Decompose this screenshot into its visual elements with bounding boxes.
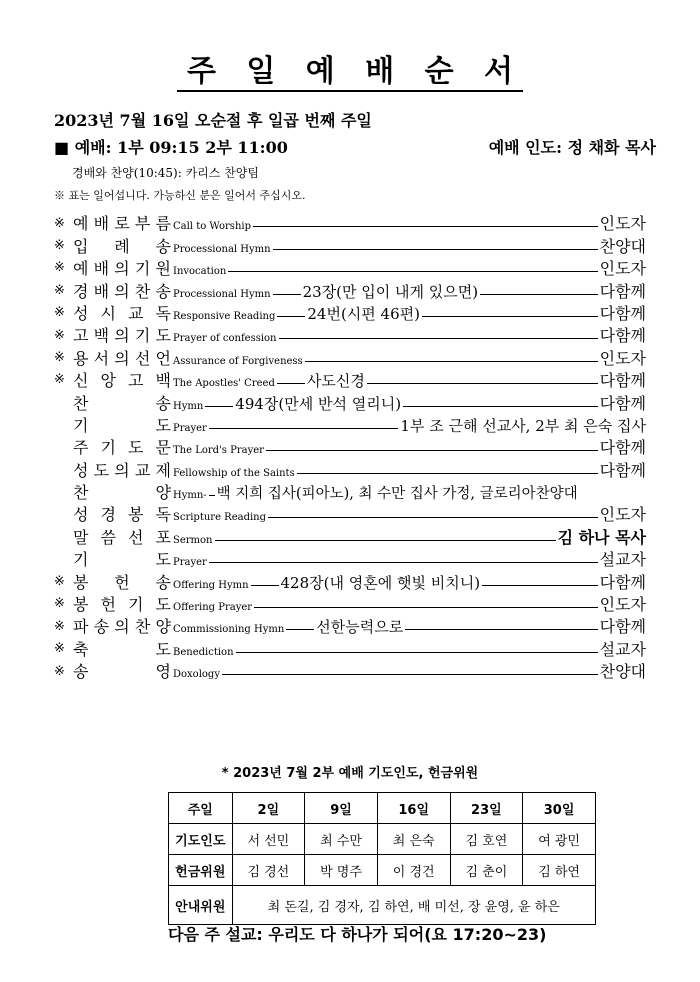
order-row [54, 234, 646, 256]
order-assignee: 김 하나 목사 [557, 527, 646, 547]
order-name: 축 도 [73, 639, 171, 659]
order-row [54, 414, 646, 436]
leader-line [405, 629, 597, 630]
stand-mark: ※ [54, 663, 65, 679]
order-english-name: Fellowship of the Saints [173, 467, 295, 479]
leader-line [228, 271, 597, 272]
order-english-name: Doxology [173, 669, 220, 681]
table-cell: 김 호연 [450, 824, 523, 855]
duty-table-caption: * 2023년 7월 2부 예배 기도인도, 헌금위원 [221, 766, 479, 781]
order-name: 예 배 로 부 름 [73, 214, 171, 234]
order-english-name: Prayer [173, 557, 207, 569]
order-assignee: 설교자 [599, 639, 646, 659]
service-date: 2023년 7월 16일 오순절 후 일곱 번째 주일 [54, 111, 372, 130]
order-row [54, 615, 646, 637]
order-english-name: Invocation [173, 266, 227, 278]
order-assignee: 다함께 [599, 326, 646, 346]
leader-line [268, 517, 598, 518]
leader-line [286, 629, 314, 630]
row-label: 헌금위원 [169, 855, 233, 886]
order-english-name: Commissioning Hymn [173, 624, 285, 636]
leader-line [482, 585, 598, 586]
order-name: 고 백 의 기 도 [73, 326, 171, 346]
usher-names: 최 돈길, 김 경자, 김 하연, 배 미선, 장 윤영, 윤 하은 [232, 886, 595, 925]
leader-line [254, 607, 598, 608]
order-row [54, 279, 646, 301]
order-name: 성 경 봉 독 [73, 505, 171, 525]
order-assignee: 인도자 [599, 348, 646, 368]
order-assignee: 1부 조 근해 선교사, 2부 최 은숙 집사 [400, 416, 646, 435]
table-cell: 서 선민 [232, 824, 305, 855]
leader-line [273, 249, 598, 250]
leader-line [273, 294, 301, 295]
header-cell: 23일 [450, 793, 523, 824]
header-cell: 9일 [305, 793, 378, 824]
order-assignee: 다함께 [599, 281, 646, 301]
leader-line [209, 562, 598, 563]
leader-line [367, 383, 598, 384]
leader-line [209, 495, 215, 496]
leader-line [266, 450, 598, 451]
order-row [54, 346, 646, 368]
header-cell: 30일 [523, 793, 596, 824]
leader-line [279, 338, 598, 339]
stand-mark: ※ [54, 573, 65, 589]
order-row [54, 525, 646, 547]
stand-mark: ※ [54, 641, 65, 657]
order-english-name: Scripture Reading [173, 512, 267, 524]
order-assignee: 다함께 [599, 393, 646, 413]
order-name: 경 배 의 찬 송 [73, 281, 171, 301]
stand-mark: ※ [54, 305, 65, 321]
table-cell: 김 경선 [232, 855, 305, 886]
order-assignee: 백 지희 집사(피아노), 최 수만 집사 가정, 글로리아찬양대 [216, 486, 578, 503]
order-english-name: Call to Worship [173, 221, 251, 233]
order-english-name: Processional Hymn [173, 288, 271, 300]
order-assignee: 다함께 [599, 303, 646, 323]
order-row [54, 458, 646, 480]
table-cell: 이 경건 [377, 855, 450, 886]
order-detail: 24번(시편 46편) [307, 304, 420, 323]
order-assignee: 인도자 [599, 259, 646, 279]
order-row [54, 324, 646, 346]
order-english-name: Hymn- [173, 490, 207, 502]
leader-line [297, 473, 598, 474]
order-name: 봉 헌 기 도 [73, 595, 171, 615]
leader-line [222, 674, 598, 675]
duty-table [168, 792, 596, 925]
order-row [54, 503, 646, 525]
stand-mark: ※ [54, 350, 65, 366]
leader-line [236, 652, 598, 653]
order-row [54, 660, 646, 682]
order-english-name: Sermon [173, 534, 213, 546]
order-row [54, 369, 646, 391]
table-cell: 최 은숙 [377, 824, 450, 855]
order-of-worship [54, 212, 646, 682]
praise-line: 경배와 찬양(10:45): 카리스 찬양팀 [72, 166, 259, 180]
order-row [54, 637, 646, 659]
duty-header-row [169, 793, 596, 824]
table-cell: 김 춘이 [450, 855, 523, 886]
order-assignee: 찬양대 [599, 662, 646, 682]
order-english-name: Assurance of Forgiveness [173, 355, 303, 367]
leader-line [277, 316, 305, 317]
standing-note: ※ 표는 일어섭니다. 가능하신 분은 일어서 주십시오. [54, 189, 306, 202]
order-assignee: 다함께 [599, 572, 646, 592]
order-assignee: 다함께 [599, 617, 646, 637]
order-detail: 428장(내 영혼에 햇빛 비치니) [280, 573, 481, 592]
order-row [54, 257, 646, 279]
usher-row [169, 886, 596, 925]
order-detail: 사도신경 [306, 372, 365, 391]
order-row [54, 593, 646, 615]
order-english-name: Benediction [173, 646, 234, 658]
order-name: 예 배 의 기 원 [73, 259, 171, 279]
leader-line [403, 406, 598, 407]
order-english-name: Responsive Reading [173, 310, 276, 322]
order-name: 찬 송 [73, 393, 171, 413]
page-title: 주 일 예 배 순 서 [0, 46, 700, 90]
offering-row [169, 855, 596, 886]
order-assignee: 다함께 [599, 460, 646, 480]
row-label: 안내위원 [169, 886, 233, 925]
service-times: ■ 예배: 1부 09:15 2부 11:00 [54, 138, 288, 157]
leader-line [277, 383, 305, 384]
stand-mark: ※ [54, 260, 65, 276]
leader-line [209, 428, 399, 429]
order-row [54, 302, 646, 324]
order-assignee: 설교자 [599, 550, 646, 570]
order-row [54, 481, 646, 503]
leader-line [305, 361, 598, 362]
leader-line [215, 540, 556, 541]
order-row [54, 212, 646, 234]
order-english-name: Prayer of confession [173, 333, 277, 345]
order-name: 송 영 [73, 662, 171, 682]
order-english-name: Hymn [173, 400, 204, 412]
stand-mark: ※ [54, 372, 65, 388]
order-english-name: The Apostles' Creed [173, 378, 275, 390]
next-week-sermon: 다음 주 설교: 우리도 다 하나가 되어(요 17:20~23) [168, 925, 547, 944]
table-cell: 최 수만 [305, 824, 378, 855]
order-english-name: Processional Hymn [173, 243, 271, 255]
leader-line [205, 406, 233, 407]
order-name: 말 씀 선 포 [73, 527, 171, 547]
order-assignee: 다함께 [599, 438, 646, 458]
header-cell: 16일 [377, 793, 450, 824]
order-detail: 494장(만세 반석 열리니) [235, 394, 402, 413]
order-name: 성 시 교 독 [73, 303, 171, 323]
leader-line [253, 226, 598, 227]
order-detail: 23장(만 입이 내게 있으면) [302, 282, 479, 301]
order-name: 주 기 도 문 [73, 438, 171, 458]
order-assignee: 인도자 [599, 214, 646, 234]
order-assignee: 찬양대 [599, 236, 646, 256]
order-assignee: 인도자 [599, 595, 646, 615]
service-leader: 예배 인도: 정 채화 목사 [488, 138, 656, 157]
table-cell: 여 광민 [523, 824, 596, 855]
order-english-name: Offering Hymn [173, 579, 249, 591]
prayer-leader-row [169, 824, 596, 855]
stand-mark: ※ [54, 238, 65, 254]
order-name: 신 앙 고 백 [73, 371, 171, 391]
order-row [54, 436, 646, 458]
stand-mark: ※ [54, 215, 65, 231]
stand-mark: ※ [54, 282, 65, 298]
order-english-name: Offering Prayer [173, 602, 253, 614]
order-row [54, 548, 646, 570]
order-row [54, 570, 646, 592]
order-name: 찬 양 [73, 483, 171, 503]
leader-line [480, 294, 598, 295]
order-assignee: 다함께 [599, 371, 646, 391]
order-row [54, 391, 646, 413]
order-name: 기 도 [73, 415, 171, 435]
order-english-name: The Lord's Prayer [173, 445, 264, 457]
header-cell: 2일 [232, 793, 305, 824]
header-cell: 주일 [169, 793, 233, 824]
order-name: 봉 헌 송 [73, 572, 171, 592]
table-cell: 김 하연 [523, 855, 596, 886]
row-label: 기도인도 [169, 824, 233, 855]
order-assignee: 인도자 [599, 505, 646, 525]
order-name: 기 도 [73, 550, 171, 570]
order-detail: 선한능력으로 [316, 618, 404, 637]
stand-mark: ※ [54, 327, 65, 343]
order-name: 성 도 의 교 제 [73, 460, 171, 480]
order-name: 입 례 송 [73, 236, 171, 256]
stand-mark: ※ [54, 596, 65, 612]
order-english-name: Prayer [173, 422, 207, 434]
table-cell: 박 명주 [305, 855, 378, 886]
order-name: 파 송 의 찬 양 [73, 617, 171, 637]
stand-mark: ※ [54, 618, 65, 634]
order-name: 용 서 의 선 언 [73, 348, 171, 368]
leader-line [251, 585, 279, 586]
leader-line [422, 316, 598, 317]
